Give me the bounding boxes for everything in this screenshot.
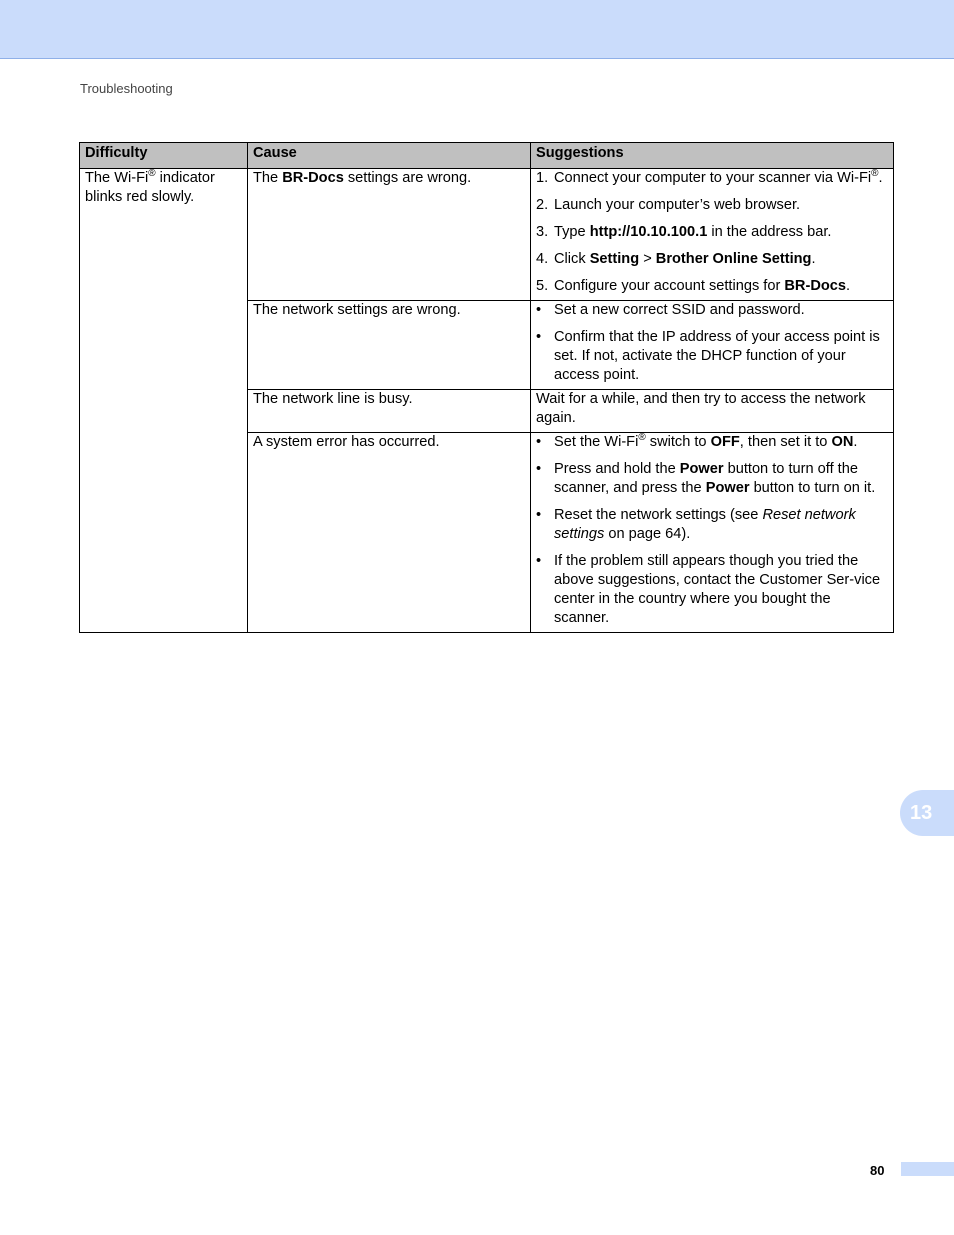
troubleshooting-table	[79, 142, 894, 633]
table-header-row	[80, 143, 894, 169]
list-item: 5. Configure your account settings for BR-Docs.	[536, 278, 851, 294]
section-title: Troubleshooting	[80, 81, 173, 96]
list-item: 3. Type http://10.10.100.1 in the address bar.	[536, 224, 832, 240]
list-item: • Set a new correct SSID and password.	[536, 302, 805, 318]
list-item: 1. Connect your computer to your scanner via Wi-Fi®.	[536, 168, 883, 186]
difficulty-text: The Wi-Fi® indicator blinks red slowly.	[85, 168, 215, 205]
header-cause: Cause	[248, 143, 531, 169]
suggestions-cell	[531, 433, 894, 633]
cause-cell: The network line is busy.	[248, 390, 531, 433]
header-band	[0, 0, 954, 59]
cause-cell: The BR-Docs settings are wrong.	[248, 169, 531, 301]
list-item: • Set the Wi-Fi® switch to OFF, then set it to ON.	[536, 432, 858, 450]
list-item: • Press and hold the Power button to turn off the scanner, and press the Power button to turn on it.	[536, 461, 876, 496]
difficulty-cell	[80, 169, 248, 633]
suggestions-cell: Wait for a while, and then try to access the network again.	[531, 390, 894, 433]
suggestions-cell	[531, 301, 894, 390]
header-suggestions: Suggestions	[531, 143, 894, 169]
cause-cell: The network settings are wrong.	[248, 301, 531, 390]
list-item: 4. Click Setting > Brother Online Setting.	[536, 251, 816, 267]
table-row	[80, 169, 894, 301]
header-difficulty: Difficulty	[80, 143, 248, 169]
list-item: 2. Launch your computer’s web browser.	[536, 197, 801, 213]
list-item: • If the problem still appears though you tried the above suggestions, contact the Customer Ser-vice center in the country where you bought the scanner.	[536, 553, 881, 626]
chapter-tab: 13	[900, 790, 954, 836]
list-item: • Confirm that the IP address of your access point is set. If not, activate the DHCP function of your access point.	[536, 329, 880, 383]
page-number: 80	[870, 1163, 885, 1178]
cause-cell: A system error has occurred.	[248, 433, 531, 633]
suggestions-cell	[531, 169, 894, 301]
footer-bar	[901, 1162, 954, 1176]
list-item: • Reset the network settings (see Reset network settings on page 64).	[536, 507, 856, 542]
